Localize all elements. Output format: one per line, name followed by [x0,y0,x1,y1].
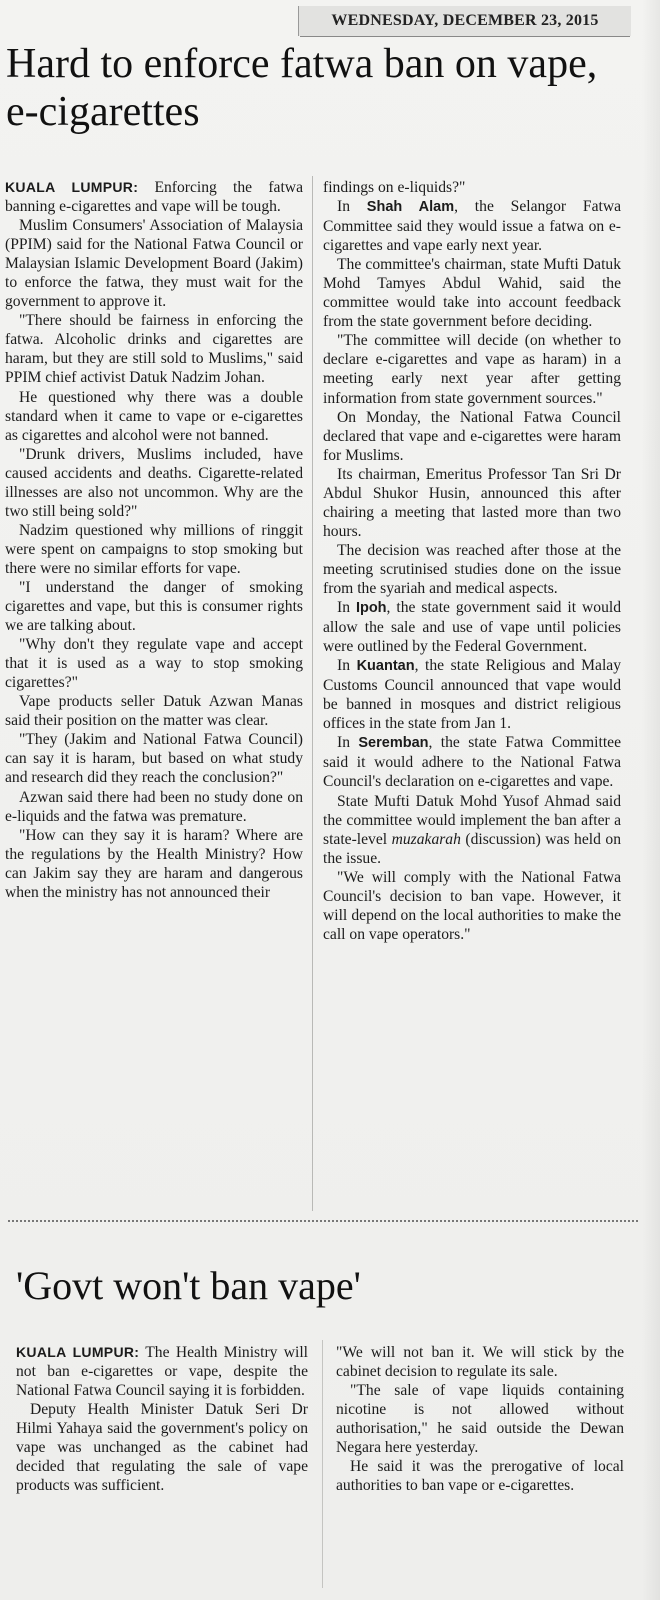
paragraph: The decision was reached after those at the meeting scrutinised studies done on the issue from the syariah and medical aspects. [323,541,621,597]
article1-column-2 [323,178,621,944]
paragraph-text: Enforcing the fatwa banning e-cigarettes and vape will be tough. [5,179,303,216]
article-separator [8,1220,638,1222]
issue-date: WEDNESDAY, DECEMBER 23, 2015 [298,6,631,36]
paragraph: "Why don't they regulate vape and accept that it is used as a way to stop smoking cigarettes?" [5,636,303,692]
paragraph: Azwan said there had been no study done on e-liquids and the fatwa was premature. [5,788,303,825]
article1-headline: Hard to enforce fatwa ban on vape, e-cigarettes [6,41,598,135]
paragraph-text: The Health Ministry will not ban e-cigarettes or vape, despite the National Fatwa Council saying it is forbidden. [16,1344,309,1400]
paragraph: On Monday, the National Fatwa Council declared that vape and e-cigarettes were haram for Muslims. [323,408,621,464]
paragraph: "We will comply with the National Fatwa Council's decision to ban vape. However, it will depend on the local authorities to make the call on vape operators." [323,868,621,943]
paragraph: "I understand the danger of smoking cigarettes and vape, but this is consumer rights we are talking about. [5,578,303,635]
paragraph: In Seremban, the state Fatwa Committee said it would adhere to the National Fatwa Council's declaration on e-cigarettes and vape. [323,734,622,791]
paragraph: "The committee will decide (on whether to declare e-cigarettes and vape as haram) in a meeting early next year after getting information from state government sources." [323,332,621,407]
paragraph: Muslim Consumers' Association of Malaysia (PPIM) said for the National Fatwa Council or Malaysian Islamic Development Board (Jakim) to enforce the fatwa, they must wait for the government to approve it. [5,217,303,311]
paragraph: He said it was the prerogative of local authorities to ban vape or e-cigarettes. [336,1458,624,1495]
place-name: Kuantan [356,658,415,675]
paragraph: "Drunk drivers, Muslims included, have caused accidents and deaths. Cigarette-related illnesses are also not uncommon. Why are the two still being sold?" [5,445,303,520]
column-divider [322,1340,323,1588]
place-name: Ipoh [355,600,387,617]
place-name: Shah Alam [366,199,455,216]
article2-lead-paragraph [16,1343,308,1400]
article2-column-2 [336,1343,624,1495]
paragraph: "They (Jakim and National Fatwa Council) can say it is haram, but based on what study and research did they reach the conclusion?" [5,731,303,787]
paragraph: He questioned why there was a double standard when it came to vape or e-cigarettes as cigarettes and alcohol were not banned. [5,388,303,444]
dateline-rule [300,36,630,37]
paragraph: findings on e-liquids?" [323,179,466,196]
paragraph: Deputy Health Minister Datuk Seri Dr Hilmi Yahaya said the government's policy on vape was unchanged as the cabinet had decided that regulating the sale of vape products was sufficient. [16,1401,308,1495]
paragraph: Its chairman, Emeritus Professor Tan Sri Dr Abdul Shukor Husin, announced this after chairing a meeting that lasted more than two hours. [323,465,621,540]
paragraph: In Kuantan, the state Religious and Malay Customs Council announced that vape would be banned in mosques and district religious offices in the state from Jan 1. [323,657,622,733]
paragraph: "There should be fairness in enforcing the fatwa. Alcoholic drinks and cigarettes are haram, but they are still sold to Muslims," said PPIM chief activist Datuk Nadzim Johan. [5,312,303,387]
paragraph: Nadzim questioned why millions of ringgit were spent on campaigns to stop smoking but there were no similar efforts for vape. [5,521,303,577]
article2-dateline: KUALA LUMPUR: [16,1344,140,1360]
article2-headline: 'Govt won't ban vape' [16,1263,361,1308]
paragraph: "The sale of vape liquids containing nicotine is not allowed without authorisation," he said outside the Dewan Negara here yesterday. [336,1382,624,1457]
column-divider [312,176,313,1211]
paragraph: State Mufti Datuk Mohd Yusof Ahmad said the committee would implement the ban after a state-level muzakarah (discussion) was held on the issue. [323,792,621,867]
paragraph: The committee's chairman, state Mufti Datuk Mohd Tamyes Abdul Wahid, said the committee would take into account feedback from the state government before deciding. [323,256,621,331]
paragraph: "How can they say it is haram? Where are the regulations by the Health Ministry? How can Jakim say they are haram and dangerous when the ministry has not announced their [5,826,303,901]
paper-edge-shadow [642,0,660,1600]
place-name: Seremban [358,735,429,752]
article2-column-1 [16,1343,308,1495]
article1-lead-paragraph [5,178,303,216]
article1-column-1 [5,178,303,902]
paragraph: In Shah Alam, the Selangor Fatwa Committee said they would issue a fatwa on e-cigarettes and vape early next year. [323,198,622,255]
paragraph: Vape products seller Datuk Azwan Manas said their position on the matter was clear. [5,693,303,730]
italic-term: muzakarah [391,830,461,848]
paragraph: In Ipoh, the state government said it would allow the sale and use of vape until policies were outlined by the Federal Government. [323,599,621,656]
article1-dateline: KUALA LUMPUR: [5,179,139,195]
paragraph: "We will not ban it. We will stick by the cabinet decision to regulate its sale. [336,1344,624,1381]
